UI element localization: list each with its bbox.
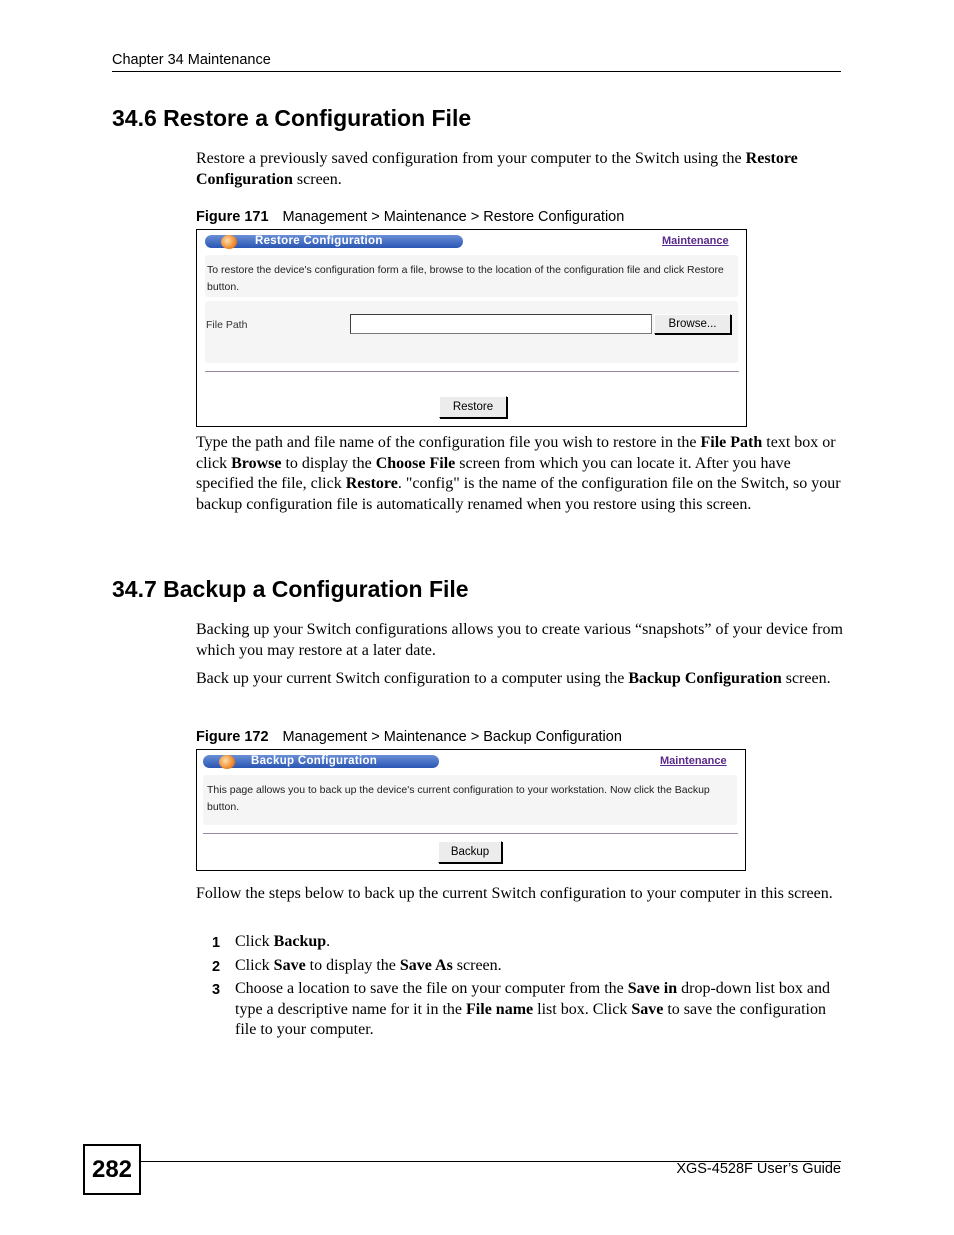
backup-paragraph-1: Backing up your Switch configurations allows you to create various “snapshots” of your device from which you may restore at a later date. bbox=[196, 621, 843, 659]
bold-term: Save bbox=[273, 957, 306, 974]
bold-term: Restore bbox=[345, 475, 398, 492]
backup-title-bar bbox=[203, 755, 439, 768]
file-path-input[interactable] bbox=[350, 314, 652, 334]
bold-term: File Path bbox=[700, 434, 763, 451]
title-orb-icon bbox=[219, 755, 235, 769]
figure-caption-text: Management > Maintenance > Backup Configuration bbox=[282, 729, 622, 745]
backup-divider bbox=[203, 833, 738, 834]
step-number: 1 bbox=[212, 935, 221, 951]
restore-configuration-screen bbox=[196, 229, 747, 427]
figure-label: Figure 172 bbox=[196, 729, 269, 745]
figure-171-caption bbox=[196, 209, 624, 225]
restore-title-bar bbox=[205, 235, 463, 248]
backup-paragraph-2: Back up your current Switch configuration to a computer using the Backup Configuration screen. bbox=[196, 670, 831, 687]
step-number: 3 bbox=[212, 982, 221, 998]
bold-term: Save As bbox=[399, 957, 453, 974]
restore-divider bbox=[205, 371, 739, 372]
figure-caption-text: Management > Maintenance > Restore Configuration bbox=[282, 209, 625, 225]
step-text: Click Backup. bbox=[235, 933, 331, 950]
chapter-header: Chapter 34 Maintenance bbox=[112, 52, 271, 68]
file-path-label: File Path bbox=[206, 319, 248, 331]
backup-paragraph-3: Follow the steps below to back up the current Switch configuration to your computer in this screen. bbox=[196, 885, 833, 902]
step-text: Choose a location to save the file on your computer from the Save in drop-down list box and type a descriptive name for it in the File name list box. Click Save to save the configuration file to your computer. bbox=[235, 980, 830, 1038]
bold-term: Backup Configuration bbox=[628, 670, 782, 687]
backup-button[interactable]: Backup bbox=[438, 841, 502, 863]
restore-description: To restore the device's configuration form a file, browse to the location of the configuration file and click Restore button. bbox=[207, 264, 724, 293]
page-number: 282 bbox=[83, 1144, 141, 1195]
restore-intro-paragraph: Restore a previously saved configuration from your computer to the Switch using the Restore Configuration screen. bbox=[196, 150, 798, 188]
bold-term: Backup bbox=[273, 933, 327, 950]
header-rule bbox=[112, 71, 841, 72]
bold-term: Restore Configuration bbox=[196, 150, 798, 188]
title-orb-icon bbox=[221, 235, 237, 249]
step-number: 2 bbox=[212, 959, 221, 975]
bold-term: Choose File bbox=[375, 454, 456, 472]
backup-configuration-screen bbox=[196, 749, 746, 871]
restore-body-paragraph: Type the path and file name of the configuration file you wish to restore in the File Path text box or click Browse to display the Choose File screen from which you can locate it. After you have specified the file, click Restore. "config" is the name of the configuration file on the Switch, so your backup configuration file is automatically renamed when you restore using this screen. bbox=[196, 434, 841, 513]
bold-term: File name bbox=[466, 1000, 534, 1018]
maintenance-link[interactable]: Maintenance bbox=[660, 755, 727, 767]
maintenance-link[interactable]: Maintenance bbox=[662, 235, 729, 247]
section-heading-backup: 34.7 Backup a Configuration File bbox=[112, 576, 469, 602]
figure-label: Figure 171 bbox=[196, 209, 269, 225]
figure-172-caption bbox=[196, 729, 622, 745]
browse-button[interactable]: Browse... bbox=[654, 314, 731, 334]
restore-title: Restore Configuration bbox=[255, 235, 383, 247]
bold-term: Save bbox=[631, 1000, 664, 1018]
bold-term: Browse bbox=[231, 454, 282, 472]
guide-title: XGS-4528F User’s Guide bbox=[676, 1161, 841, 1177]
restore-button[interactable]: Restore bbox=[439, 396, 507, 418]
backup-title: Backup Configuration bbox=[251, 755, 378, 767]
section-heading-restore: 34.6 Restore a Configuration File bbox=[112, 105, 472, 131]
step-text: Click Save to display the Save As screen. bbox=[235, 957, 502, 974]
bold-term: Save in bbox=[627, 980, 678, 997]
backup-description: This page allows you to back up the device's current configuration to your workstation. Now click the Backup button. bbox=[207, 784, 710, 813]
